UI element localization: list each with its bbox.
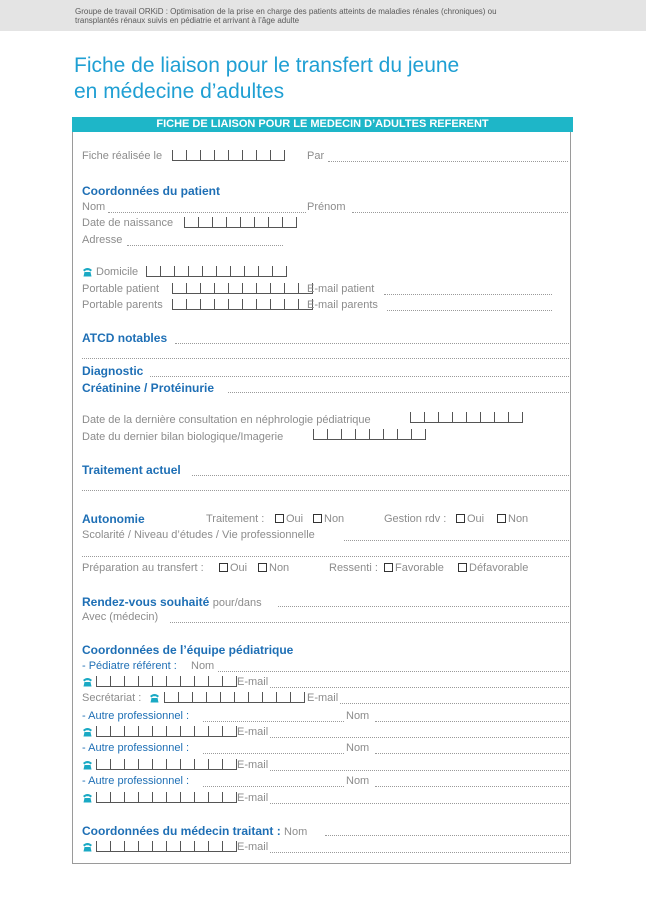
- char-box[interactable]: [256, 150, 270, 160]
- char-box[interactable]: [180, 759, 194, 769]
- phone-icon: [82, 677, 93, 687]
- adresse-label: Adresse: [82, 234, 123, 246]
- medecin-email-label: E-mail: [237, 841, 269, 853]
- gestion-rdv-oui[interactable]: [452, 513, 484, 526]
- char-box[interactable]: [397, 429, 411, 439]
- naissance-row: [82, 217, 570, 230]
- autre-3-field[interactable]: [203, 786, 344, 787]
- checkbox-icon[interactable]: [456, 514, 465, 523]
- char-box[interactable]: [138, 792, 152, 802]
- preparation-label: Préparation au transfert :: [82, 562, 204, 574]
- char-box[interactable]: [194, 676, 208, 686]
- char-box[interactable]: [202, 266, 216, 276]
- char-box[interactable]: [110, 792, 124, 802]
- pediatre-row: [82, 660, 570, 673]
- medecin-nom-label: Nom: [284, 826, 308, 838]
- autre-2-label: - Autre professionnel :: [82, 742, 190, 754]
- adresse-row: [82, 234, 570, 247]
- non-label: Non: [508, 513, 529, 525]
- email-patient-label: E-mail patient: [307, 283, 375, 295]
- autonomie-section-title: Autonomie: [82, 512, 145, 526]
- char-box[interactable]: [452, 412, 466, 422]
- rdv-field[interactable]: [278, 606, 569, 607]
- phone-icon: [82, 267, 93, 277]
- favorable-label: Favorable: [395, 562, 444, 574]
- char-box[interactable]: [242, 283, 256, 293]
- char-box[interactable]: [284, 283, 298, 293]
- char-box[interactable]: [228, 299, 242, 309]
- char-box[interactable]: [198, 217, 212, 227]
- pediatre-label: - Pédiatre référent :: [82, 660, 177, 672]
- char-box[interactable]: [110, 841, 124, 851]
- char-box[interactable]: [327, 429, 341, 439]
- rdv-section-title: [82, 595, 262, 610]
- traitement-label: Traitement actuel: [82, 463, 181, 477]
- secretariat-row: [82, 692, 570, 705]
- avec-field[interactable]: [170, 622, 569, 623]
- char-box[interactable]: [152, 841, 166, 851]
- char-box[interactable]: [290, 692, 305, 702]
- char-box[interactable]: [152, 792, 166, 802]
- char-box[interactable]: [96, 792, 110, 802]
- char-box[interactable]: [242, 299, 256, 309]
- char-box[interactable]: [194, 792, 208, 802]
- fiche-row: [82, 150, 570, 163]
- char-box[interactable]: [411, 429, 426, 439]
- phone-icon: [82, 727, 93, 737]
- checkbox-icon[interactable]: [313, 514, 322, 523]
- char-box[interactable]: [184, 217, 198, 227]
- char-box[interactable]: [276, 692, 290, 702]
- non-label: Non: [324, 513, 345, 525]
- ressenti-label: Ressenti :: [329, 562, 378, 574]
- header-line-1: Groupe de travail ORKiD : Optimisation de la prise en charge des patients atteints de maladies rénales (chroniques) ou: [75, 7, 497, 16]
- char-box[interactable]: [180, 841, 194, 851]
- equipe-section-title: Coordonnées de l’équipe pédiatrique: [82, 643, 294, 657]
- char-box[interactable]: [244, 266, 258, 276]
- char-box[interactable]: [166, 759, 180, 769]
- dernier-bilan-label: Date du dernier bilan biologique/Imagerie: [82, 431, 284, 443]
- char-box[interactable]: [222, 726, 237, 736]
- rdv-label: Rendez-vous souhaité: [82, 595, 210, 609]
- avec-row: [82, 611, 570, 624]
- char-box[interactable]: [180, 792, 194, 802]
- domicile-boxes[interactable]: [146, 266, 287, 277]
- autre-2-phone-boxes[interactable]: [96, 759, 237, 770]
- autre-1-email-label: E-mail: [237, 726, 269, 738]
- pour-dans-label: pour/dans: [212, 597, 262, 609]
- char-box[interactable]: [214, 299, 228, 309]
- diagnostic-label: Diagnostic: [82, 364, 144, 378]
- autre-1-label: - Autre professionnel :: [82, 710, 190, 722]
- preparation-oui[interactable]: [215, 562, 247, 575]
- secretariat-email-field[interactable]: [340, 703, 569, 704]
- phone-icon: [82, 760, 93, 770]
- char-box[interactable]: [200, 299, 214, 309]
- char-box[interactable]: [180, 726, 194, 736]
- char-box[interactable]: [282, 217, 297, 227]
- autre-2-email-label: E-mail: [237, 759, 269, 771]
- char-box[interactable]: [234, 692, 248, 702]
- scolarite-field-2[interactable]: [82, 556, 569, 557]
- prenom-label: Prénom: [307, 201, 346, 213]
- char-box[interactable]: [480, 412, 494, 422]
- avec-label: Avec (médecin): [82, 611, 159, 623]
- diagnostic-field[interactable]: [150, 376, 569, 377]
- autre-1-nom-label: Nom: [346, 710, 370, 722]
- phone-icon: [82, 793, 93, 803]
- derniere-consult-boxes[interactable]: [410, 412, 523, 423]
- atcd-label: ATCD notables: [82, 331, 168, 345]
- char-box[interactable]: [355, 429, 369, 439]
- derniere-consult-row: [82, 414, 570, 427]
- char-box[interactable]: [186, 150, 200, 160]
- scolarite-field[interactable]: [344, 540, 569, 541]
- adresse-field[interactable]: [127, 245, 283, 246]
- char-box[interactable]: [208, 792, 222, 802]
- char-box[interactable]: [466, 412, 480, 422]
- char-box[interactable]: [208, 759, 222, 769]
- char-box[interactable]: [200, 283, 214, 293]
- char-box[interactable]: [206, 692, 220, 702]
- char-box[interactable]: [256, 299, 270, 309]
- char-box[interactable]: [270, 283, 284, 293]
- char-box[interactable]: [494, 412, 508, 422]
- char-box[interactable]: [313, 429, 327, 439]
- email-parents-field[interactable]: [387, 310, 552, 311]
- nom-prenom-row: [82, 201, 570, 214]
- creatinine-field[interactable]: [228, 392, 569, 393]
- prenom-field[interactable]: [352, 212, 568, 213]
- char-box[interactable]: [124, 759, 138, 769]
- char-box[interactable]: [226, 217, 240, 227]
- autre-2-nom-label: Nom: [346, 742, 370, 754]
- char-box[interactable]: [268, 217, 282, 227]
- char-box[interactable]: [188, 266, 202, 276]
- char-box[interactable]: [172, 150, 186, 160]
- char-box[interactable]: [424, 412, 438, 422]
- char-box[interactable]: [216, 266, 230, 276]
- char-box[interactable]: [178, 692, 192, 702]
- char-box[interactable]: [152, 676, 166, 686]
- portable-parents-row: [82, 299, 570, 312]
- char-box[interactable]: [160, 266, 174, 276]
- email-patient-field[interactable]: [384, 294, 552, 295]
- domicile-label: Domicile: [96, 266, 139, 278]
- autre-1-phone-row: [82, 726, 570, 739]
- medecin-label: Coordonnées du médecin traitant :: [82, 824, 281, 838]
- pediatre-email-label: E-mail: [237, 676, 269, 688]
- preparation-non[interactable]: [254, 562, 289, 575]
- char-box[interactable]: [172, 299, 186, 309]
- ressenti-favorable[interactable]: [380, 562, 444, 575]
- autre-1-field[interactable]: [203, 721, 344, 722]
- char-box[interactable]: [220, 692, 234, 702]
- dernier-bilan-boxes[interactable]: [313, 429, 426, 440]
- char-box[interactable]: [242, 150, 256, 160]
- char-box[interactable]: [383, 429, 397, 439]
- portable-patient-label: Portable patient: [82, 283, 160, 295]
- defavorable-label: Défavorable: [469, 562, 529, 574]
- autonomie-traitement-non[interactable]: [309, 513, 344, 526]
- medecin-phone-boxes[interactable]: [96, 841, 237, 852]
- char-box[interactable]: [256, 283, 270, 293]
- nom-field[interactable]: [108, 212, 306, 213]
- char-box[interactable]: [166, 726, 180, 736]
- char-box[interactable]: [124, 676, 138, 686]
- autre-2-field[interactable]: [203, 753, 344, 754]
- char-box[interactable]: [248, 692, 262, 702]
- autre-3-phone-row: [82, 792, 570, 805]
- char-box[interactable]: [186, 299, 200, 309]
- dernier-bilan-row: [82, 431, 570, 444]
- atcd-field-2[interactable]: [82, 358, 569, 359]
- char-box[interactable]: [152, 759, 166, 769]
- naissance-label: Date de naissance: [82, 217, 174, 229]
- gestion-rdv-label: Gestion rdv :: [384, 513, 447, 525]
- derniere-consult-label: Date de la dernière consultation en néphrologie pédiatrique: [82, 414, 371, 426]
- fiche-date-boxes[interactable]: [172, 150, 285, 161]
- char-box[interactable]: [138, 841, 152, 851]
- scolarite-row: [82, 529, 570, 542]
- char-box[interactable]: [138, 726, 152, 736]
- char-box[interactable]: [194, 841, 208, 851]
- ressenti-defavorable[interactable]: [454, 562, 528, 575]
- portable-patient-boxes[interactable]: [172, 283, 313, 294]
- checkbox-icon[interactable]: [497, 514, 506, 523]
- autre-3-email-field[interactable]: [270, 803, 569, 804]
- char-box[interactable]: [270, 299, 284, 309]
- char-box[interactable]: [194, 726, 208, 736]
- char-box[interactable]: [96, 841, 110, 851]
- char-box[interactable]: [240, 217, 254, 227]
- pediatre-phone-boxes[interactable]: [96, 676, 237, 687]
- traitement-field-2[interactable]: [82, 490, 569, 491]
- portable-parents-label: Portable parents: [82, 299, 163, 311]
- creatinine-label: Créatinine / Protéinurie: [82, 381, 215, 395]
- preparation-row: [82, 562, 570, 575]
- char-box[interactable]: [214, 283, 228, 293]
- oui-label: Oui: [467, 513, 485, 525]
- nom-label: Nom: [82, 201, 106, 213]
- secretariat-label: Secrétariat :: [82, 692, 142, 704]
- char-box[interactable]: [438, 412, 452, 422]
- gestion-rdv-non[interactable]: [493, 513, 528, 526]
- char-box[interactable]: [208, 726, 222, 736]
- autre-1-nom-field[interactable]: [375, 721, 569, 722]
- atcd-field-1[interactable]: [175, 343, 569, 344]
- char-box[interactable]: [110, 726, 124, 736]
- par-label: Par: [307, 150, 325, 162]
- scolarite-label: Scolarité / Niveau d’études / Vie professionnelle: [82, 529, 315, 541]
- pediatre-phone-row: [82, 676, 570, 689]
- atcd-section-title: [82, 331, 167, 345]
- autre-1-phone-boxes[interactable]: [96, 726, 237, 737]
- autre-2-phone-row: [82, 759, 570, 772]
- char-box[interactable]: [369, 429, 383, 439]
- document-header: [0, 0, 646, 31]
- pediatre-nom-field[interactable]: [218, 671, 569, 672]
- medecin-nom-field[interactable]: [325, 835, 569, 836]
- char-box[interactable]: [146, 266, 160, 276]
- oui-label: Oui: [230, 562, 248, 574]
- pediatre-nom-label: Nom: [191, 660, 215, 672]
- autre-2-row: [82, 742, 570, 755]
- page-title-line-1: Fiche de liaison pour le transfert du jeune: [74, 54, 460, 77]
- autre-2-email-field[interactable]: [270, 770, 569, 771]
- char-box[interactable]: [410, 412, 424, 422]
- checkbox-icon[interactable]: [384, 563, 393, 572]
- char-box[interactable]: [222, 841, 237, 851]
- medecin-section-title: [82, 824, 307, 839]
- char-box[interactable]: [208, 676, 222, 686]
- phone-icon: [149, 693, 160, 703]
- char-box[interactable]: [208, 841, 222, 851]
- char-box[interactable]: [174, 266, 188, 276]
- autre-3-nom-label: Nom: [346, 775, 370, 787]
- email-parents-label: E-mail parents: [307, 299, 378, 311]
- char-box[interactable]: [124, 841, 138, 851]
- patient-section-title: Coordonnées du patient: [82, 184, 220, 198]
- char-box[interactable]: [96, 726, 110, 736]
- char-box[interactable]: [172, 283, 186, 293]
- portable-parents-boxes[interactable]: [172, 299, 313, 310]
- autre-3-phone-boxes[interactable]: [96, 792, 237, 803]
- char-box[interactable]: [138, 759, 152, 769]
- char-box[interactable]: [186, 283, 200, 293]
- medecin-phone-row: [82, 841, 570, 854]
- phone-icon: [82, 842, 93, 852]
- autonomie-traitement-label: Traitement :: [206, 513, 265, 525]
- char-box[interactable]: [96, 676, 110, 686]
- fiche-realisee-label: Fiche réalisée le: [82, 150, 163, 162]
- char-box[interactable]: [272, 266, 287, 276]
- autre-3-nom-field[interactable]: [375, 786, 569, 787]
- checkbox-icon[interactable]: [219, 563, 228, 572]
- char-box[interactable]: [166, 841, 180, 851]
- char-box[interactable]: [124, 792, 138, 802]
- autre-2-nom-field[interactable]: [375, 753, 569, 754]
- autonomie-traitement-oui[interactable]: [271, 513, 303, 526]
- traitement-field-1[interactable]: [192, 475, 569, 476]
- autre-1-row: [82, 710, 570, 723]
- header-line-2: transplantés rénaux suivis en pédiatrie et arrivant à l’âge adulte: [75, 16, 300, 25]
- char-box[interactable]: [254, 217, 268, 227]
- char-box[interactable]: [110, 676, 124, 686]
- domicile-row: [82, 266, 570, 279]
- naissance-boxes[interactable]: [184, 217, 297, 228]
- char-box[interactable]: [228, 283, 242, 293]
- char-box[interactable]: [124, 726, 138, 736]
- char-box[interactable]: [228, 150, 242, 160]
- portable-patient-row: [82, 283, 570, 296]
- char-box[interactable]: [508, 412, 523, 422]
- autre-1-email-field[interactable]: [270, 737, 569, 738]
- char-box[interactable]: [214, 150, 228, 160]
- char-box[interactable]: [341, 429, 355, 439]
- char-box[interactable]: [138, 676, 152, 686]
- char-box[interactable]: [262, 692, 276, 702]
- char-box[interactable]: [96, 759, 110, 769]
- char-box[interactable]: [284, 299, 298, 309]
- char-box[interactable]: [180, 676, 194, 686]
- autre-3-row: [82, 775, 570, 788]
- char-box[interactable]: [166, 676, 180, 686]
- char-box[interactable]: [200, 150, 214, 160]
- char-box[interactable]: [164, 692, 178, 702]
- checkbox-icon[interactable]: [458, 563, 467, 572]
- secretariat-email-label: E-mail: [307, 692, 339, 704]
- page-title-line-2: en médecine d’adultes: [74, 80, 285, 103]
- char-box[interactable]: [258, 266, 272, 276]
- char-box[interactable]: [166, 792, 180, 802]
- char-box[interactable]: [110, 759, 124, 769]
- char-box[interactable]: [222, 759, 237, 769]
- char-box[interactable]: [192, 692, 206, 702]
- checkbox-icon[interactable]: [258, 563, 267, 572]
- char-box[interactable]: [152, 726, 166, 736]
- medecin-email-field[interactable]: [270, 852, 569, 853]
- char-box[interactable]: [194, 759, 208, 769]
- autre-3-email-label: E-mail: [237, 792, 269, 804]
- char-box[interactable]: [230, 266, 244, 276]
- form-header: FICHE DE LIAISON POUR LE MEDECIN D’ADULTES REFERENT: [72, 117, 573, 132]
- secretariat-phone-boxes[interactable]: [164, 692, 305, 703]
- par-field[interactable]: [328, 161, 568, 162]
- oui-label: Oui: [286, 513, 304, 525]
- char-box[interactable]: [212, 217, 226, 227]
- char-box[interactable]: [222, 676, 237, 686]
- pediatre-email-field[interactable]: [270, 687, 569, 688]
- char-box[interactable]: [270, 150, 285, 160]
- autonomie-row: [82, 513, 570, 526]
- checkbox-icon[interactable]: [275, 514, 284, 523]
- non-label: Non: [269, 562, 290, 574]
- autre-3-label: - Autre professionnel :: [82, 775, 190, 787]
- char-box[interactable]: [222, 792, 237, 802]
